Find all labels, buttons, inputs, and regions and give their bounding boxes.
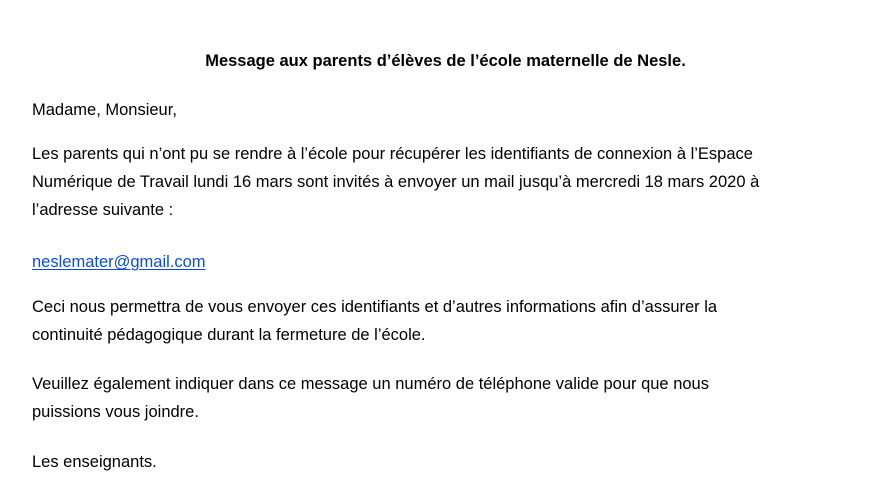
- phone-line: Veuillez également indiquer dans ce message un numéro de téléphone valide pour que nous: [32, 375, 709, 393]
- greeting: Madame, Monsieur,: [32, 101, 177, 119]
- intro-line: l’adresse suivante :: [32, 201, 174, 219]
- continuity-line: Ceci nous permettra de vous envoyer ces identifiants et d’autres informations afin d’assurer la: [32, 298, 718, 316]
- continuity-line: continuité pédagogique durant la fermeture de l’école.: [32, 326, 426, 344]
- intro-line: Les parents qui n’ont pu se rendre à l’école pour récupérer les identifiants de connexion à l’Espace: [32, 145, 753, 163]
- continuity-paragraph: [32, 293, 862, 349]
- signature: Les enseignants.: [32, 453, 157, 471]
- email-link[interactable]: neslemater@gmail.com: [32, 253, 206, 271]
- intro-line: Numérique de Travail lundi 16 mars sont invités à envoyer un mail jusqu’à mercredi 18 mars 2020 à: [32, 173, 760, 191]
- phone-paragraph: [32, 370, 862, 426]
- phone-line: puissions vous joindre.: [32, 403, 199, 421]
- document-title: Message aux parents d’élèves de l’école maternelle de Nesle.: [205, 52, 686, 70]
- email-paragraph: [32, 248, 862, 276]
- intro-paragraph: [32, 140, 862, 224]
